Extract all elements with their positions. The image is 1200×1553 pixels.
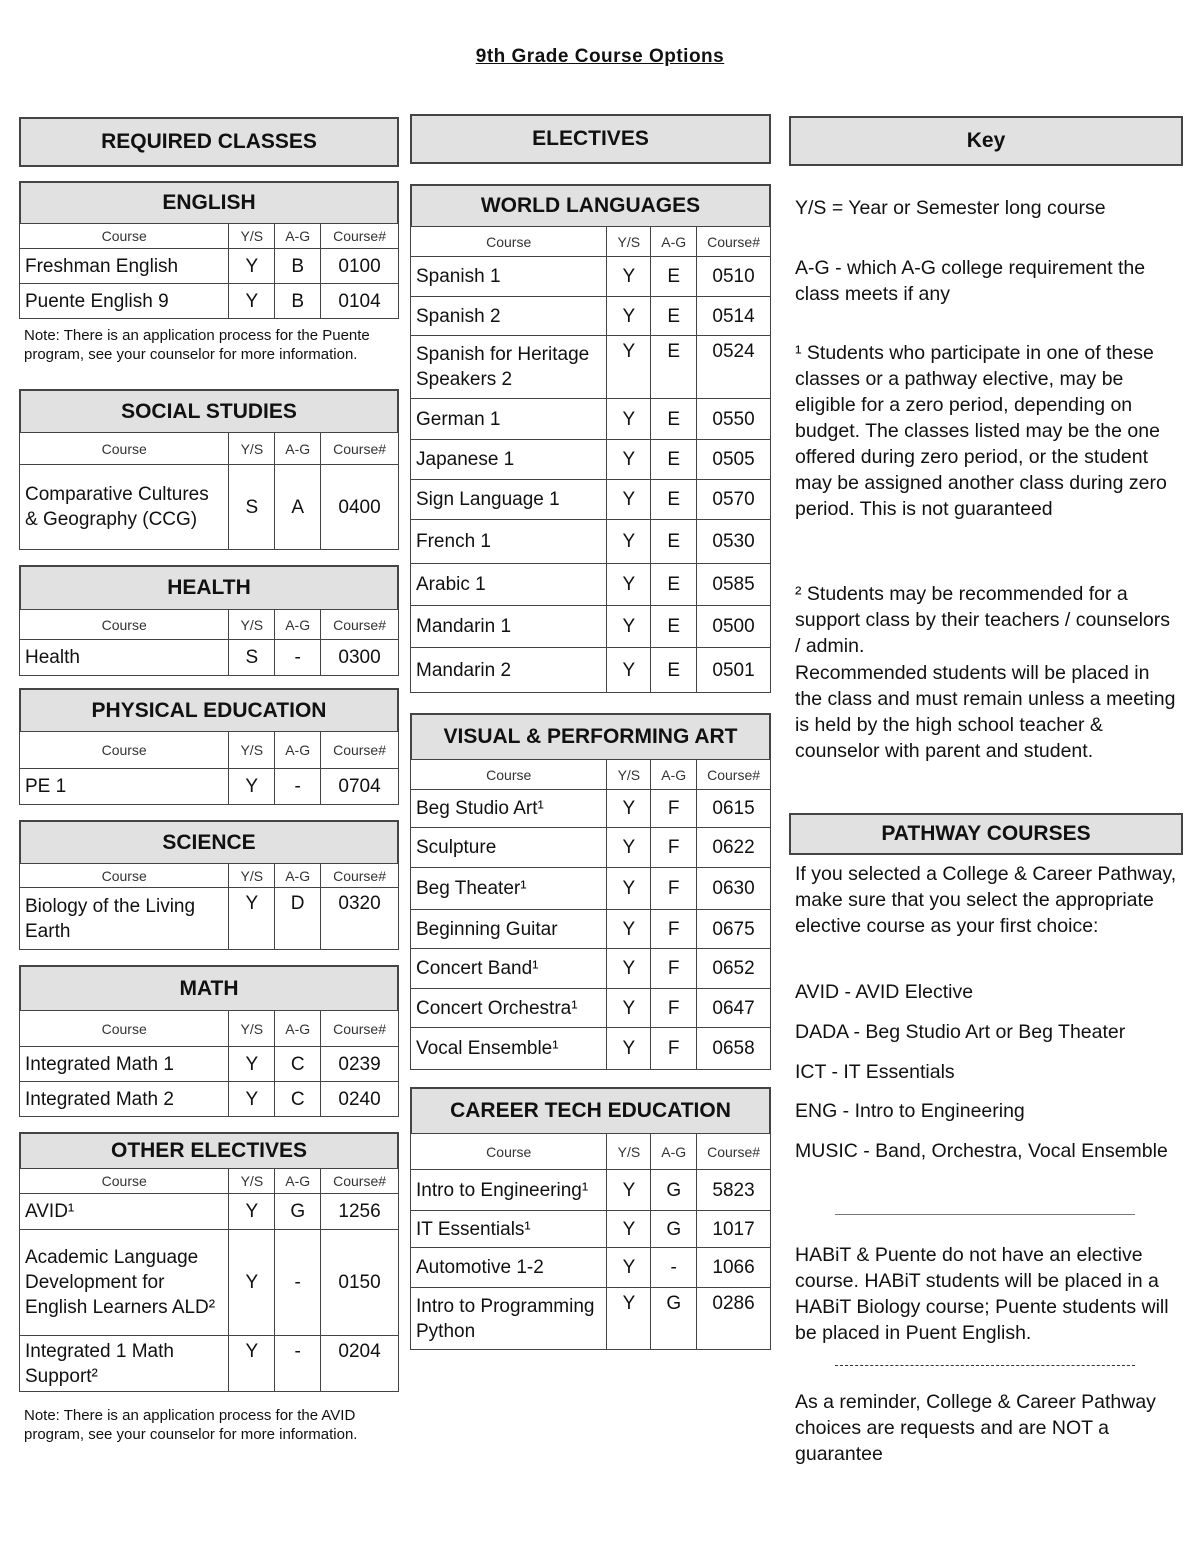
- pathway-item: ENG - Intro to Engineering: [795, 1100, 1025, 1122]
- course-name: Intro to Programming Python: [411, 1288, 607, 1350]
- english-note: Note: There is an application process for the Puente program, see your counselor for more information.: [24, 327, 370, 363]
- ag-requirement: E: [651, 297, 697, 336]
- electives-header: ELECTIVES: [410, 114, 771, 164]
- table-row: [411, 297, 771, 336]
- column-header-ys: Y/S: [229, 610, 275, 640]
- table-row: [20, 284, 399, 319]
- table-row: [411, 949, 771, 989]
- key-footnote-1: ¹ Students who participate in one of these classes or a pathway elective, may be eligible for a zero period, depending on budget. The classes listed may be the one offered during zero period, or the student may be assigned another class during zero period. This is not guaranteed: [795, 342, 1167, 520]
- course-number: 0286: [697, 1288, 771, 1350]
- course-table: [410, 226, 771, 693]
- column-header-ag: A-G: [275, 224, 321, 249]
- course-name: Spanish for Heritage Speakers 2: [411, 336, 607, 399]
- year-semester: Y: [607, 606, 651, 648]
- table-row: [20, 249, 399, 284]
- table-row: [20, 1336, 399, 1392]
- pathway-courses-header: PATHWAY COURSES: [789, 813, 1183, 855]
- course-number: 0704: [321, 769, 399, 805]
- course-name: Vocal Ensemble¹: [411, 1028, 607, 1070]
- ag-requirement: E: [651, 257, 697, 297]
- table-row: [411, 828, 771, 868]
- column-header-ys: Y/S: [229, 1011, 275, 1047]
- column-header-course: Course: [20, 1169, 229, 1194]
- course-name: Mandarin 1: [411, 606, 607, 648]
- ag-requirement: G: [275, 1194, 321, 1230]
- year-semester: Y: [607, 336, 651, 399]
- column-header-row: [411, 227, 771, 257]
- ag-requirement: E: [651, 606, 697, 648]
- course-number: 0400: [321, 465, 399, 550]
- column-header-course-number: Course#: [321, 864, 399, 888]
- section-title: PHYSICAL EDUCATION: [19, 688, 399, 731]
- column-header-course: Course: [411, 1134, 607, 1170]
- ag-requirement: G: [651, 1170, 697, 1211]
- key-footnote-2b: Recommended students will be placed in the class and must remain unless a meeting is held by the high school teacher & counselor with parent and student.: [795, 662, 1176, 762]
- table-row: [411, 1211, 771, 1248]
- course-name: Health: [20, 640, 229, 676]
- column-header-course-number: Course#: [321, 610, 399, 640]
- course-number: 0675: [697, 910, 771, 949]
- year-semester: Y: [229, 1336, 275, 1392]
- course-number: 1017: [697, 1211, 771, 1248]
- table-row: [411, 336, 771, 399]
- table-row: [411, 1028, 771, 1070]
- course-number: 0647: [697, 989, 771, 1028]
- year-semester: Y: [607, 1170, 651, 1211]
- year-semester: Y: [607, 1248, 651, 1288]
- course-name: Integrated Math 1: [20, 1047, 229, 1082]
- column-header-course: Course: [411, 227, 607, 257]
- course-name: Beg Studio Art¹: [411, 790, 607, 828]
- section-title: VISUAL & PERFORMING ART: [410, 713, 771, 759]
- column-header-ag: A-G: [275, 732, 321, 769]
- column-header-ys: Y/S: [229, 224, 275, 249]
- key-header: Key: [789, 116, 1183, 166]
- course-name: Japanese 1: [411, 440, 607, 480]
- course-name: Concert Orchestra¹: [411, 989, 607, 1028]
- column-header-ys: Y/S: [607, 1134, 651, 1170]
- column-header-course-number: Course#: [321, 433, 399, 465]
- course-number: 0104: [321, 284, 399, 319]
- column-header-ag: A-G: [275, 433, 321, 465]
- divider: [835, 1214, 1135, 1215]
- column-header-course: Course: [20, 864, 229, 888]
- ag-requirement: G: [651, 1211, 697, 1248]
- ag-requirement: E: [651, 648, 697, 693]
- table-row: [20, 640, 399, 676]
- column-header-ys: Y/S: [229, 433, 275, 465]
- course-table: [19, 609, 399, 676]
- column-header-ag: A-G: [275, 1169, 321, 1194]
- table-row: [20, 1194, 399, 1230]
- column-header-ag: A-G: [651, 1134, 697, 1170]
- year-semester: S: [229, 640, 275, 676]
- column-header-ys: Y/S: [229, 732, 275, 769]
- course-number: 0622: [697, 828, 771, 868]
- course-number: 0240: [321, 1082, 399, 1117]
- course-number: 0501: [697, 648, 771, 693]
- table-row: [411, 520, 771, 564]
- course-table: [19, 1168, 399, 1392]
- course-name: Biology of the Living Earth: [20, 888, 229, 950]
- year-semester: Y: [229, 284, 275, 319]
- year-semester: Y: [607, 564, 651, 606]
- ag-requirement: F: [651, 868, 697, 910]
- column-header-ag: A-G: [275, 1011, 321, 1047]
- course-name: Integrated 1 Math Support²: [20, 1336, 229, 1392]
- table-row: [411, 790, 771, 828]
- table-row: [411, 1170, 771, 1211]
- course-number: 0510: [697, 257, 771, 297]
- column-header-row: [411, 760, 771, 790]
- year-semester: Y: [607, 949, 651, 989]
- course-name: Sign Language 1: [411, 480, 607, 520]
- course-number: 0550: [697, 399, 771, 440]
- course-number: 5823: [697, 1170, 771, 1211]
- column-header-course-number: Course#: [321, 1169, 399, 1194]
- course-number: 0100: [321, 249, 399, 284]
- course-number: 0615: [697, 790, 771, 828]
- table-row: [411, 399, 771, 440]
- course-number: 0658: [697, 1028, 771, 1070]
- course-name: PE 1: [20, 769, 229, 805]
- section-title: OTHER ELECTIVES: [19, 1132, 399, 1168]
- course-name: Sculpture: [411, 828, 607, 868]
- pathway-item: MUSIC - Band, Orchestra, Vocal Ensemble: [795, 1140, 1168, 1162]
- year-semester: Y: [607, 399, 651, 440]
- table-row: [411, 606, 771, 648]
- course-number: 0500: [697, 606, 771, 648]
- table-row: [20, 888, 399, 950]
- course-name: Arabic 1: [411, 564, 607, 606]
- key-ys: Y/S = Year or Semester long course: [795, 197, 1106, 219]
- section-title: WORLD LANGUAGES: [410, 184, 771, 226]
- year-semester: S: [229, 465, 275, 550]
- course-name: Integrated Math 2: [20, 1082, 229, 1117]
- year-semester: Y: [607, 648, 651, 693]
- ag-requirement: F: [651, 910, 697, 949]
- section-title: HEALTH: [19, 565, 399, 609]
- key-ag: A-G - which A-G college requirement the class meets if any: [795, 257, 1146, 305]
- course-name: Beg Theater¹: [411, 868, 607, 910]
- table-row: [411, 1248, 771, 1288]
- course-name: French 1: [411, 520, 607, 564]
- ag-requirement: A: [275, 465, 321, 550]
- column-header-course-number: Course#: [321, 224, 399, 249]
- year-semester: Y: [229, 1047, 275, 1082]
- table-row: [411, 480, 771, 520]
- course-name: Beginning Guitar: [411, 910, 607, 949]
- table-row: [411, 440, 771, 480]
- table-row: [20, 465, 399, 550]
- year-semester: Y: [229, 769, 275, 805]
- column-header-course: Course: [20, 1011, 229, 1047]
- column-header-course-number: Course#: [321, 732, 399, 769]
- course-name: Puente English 9: [20, 284, 229, 319]
- course-name: Spanish 1: [411, 257, 607, 297]
- table-row: [411, 868, 771, 910]
- year-semester: Y: [607, 828, 651, 868]
- column-header-ys: Y/S: [607, 227, 651, 257]
- column-header-course: Course: [20, 224, 229, 249]
- column-header-ag: A-G: [275, 864, 321, 888]
- ag-requirement: E: [651, 399, 697, 440]
- column-header-ys: Y/S: [607, 760, 651, 790]
- column-header-ys: Y/S: [229, 1169, 275, 1194]
- section-title: MATH: [19, 965, 399, 1010]
- ag-requirement: C: [275, 1082, 321, 1117]
- table-row: [411, 1288, 771, 1350]
- course-number: 0524: [697, 336, 771, 399]
- ag-requirement: -: [275, 640, 321, 676]
- ag-requirement: -: [275, 1336, 321, 1392]
- ag-requirement: G: [651, 1288, 697, 1350]
- year-semester: Y: [229, 249, 275, 284]
- course-table: [410, 759, 771, 1070]
- course-number: 1066: [697, 1248, 771, 1288]
- year-semester: Y: [229, 1230, 275, 1336]
- course-number: 0300: [321, 640, 399, 676]
- course-name: Academic Language Development for English Learners ALD²: [20, 1230, 229, 1336]
- course-name: Automotive 1-2: [411, 1248, 607, 1288]
- ag-requirement: E: [651, 440, 697, 480]
- ag-requirement: B: [275, 284, 321, 319]
- year-semester: Y: [607, 910, 651, 949]
- pathway-item: DADA - Beg Studio Art or Beg Theater: [795, 1021, 1126, 1043]
- column-header-row: [20, 1011, 399, 1047]
- column-header-row: [411, 1134, 771, 1170]
- ag-requirement: B: [275, 249, 321, 284]
- section-title: SOCIAL STUDIES: [19, 389, 399, 432]
- table-row: [20, 1230, 399, 1336]
- ag-requirement: D: [275, 888, 321, 950]
- table-row: [411, 648, 771, 693]
- column-header-course: Course: [20, 433, 229, 465]
- column-header-course: Course: [411, 760, 607, 790]
- column-header-row: [20, 1169, 399, 1194]
- habit-puente-note: HABiT & Puente do not have an elective course. HABiT students will be placed in a HABiT Biology course; Puente students will be placed in Puent English.: [795, 1244, 1169, 1344]
- page-title: 9th Grade Course Options: [475, 46, 725, 67]
- year-semester: Y: [607, 480, 651, 520]
- course-table: [19, 863, 399, 950]
- pathway-item: AVID - AVID Elective: [795, 981, 974, 1003]
- key-footnote-2: ² Students may be recommended for a support class by their teachers / counselors / admin.: [795, 583, 1171, 657]
- avid-note: Note: There is an application process for the AVID program, see your counselor for more information.: [24, 1407, 358, 1443]
- column-header-course: Course: [20, 732, 229, 769]
- course-number: 0585: [697, 564, 771, 606]
- ag-requirement: -: [275, 1230, 321, 1336]
- column-header-course-number: Course#: [697, 760, 771, 790]
- year-semester: Y: [607, 1211, 651, 1248]
- ag-requirement: E: [651, 336, 697, 399]
- required-classes-header: REQUIRED CLASSES: [19, 117, 399, 167]
- year-semester: Y: [607, 297, 651, 336]
- table-row: [411, 989, 771, 1028]
- course-name: AVID¹: [20, 1194, 229, 1230]
- year-semester: Y: [229, 1194, 275, 1230]
- course-table: [19, 432, 399, 550]
- ag-requirement: F: [651, 989, 697, 1028]
- year-semester: Y: [607, 1288, 651, 1350]
- pathway-intro: If you selected a College & Career Pathway, make sure that you select the appropriate elective course as your first choice:: [795, 863, 1177, 937]
- course-number: 0570: [697, 480, 771, 520]
- column-header-course-number: Course#: [697, 227, 771, 257]
- course-number: 0150: [321, 1230, 399, 1336]
- pathway-item: ICT - IT Essentials: [795, 1061, 955, 1083]
- course-number: 0514: [697, 297, 771, 336]
- table-row: [411, 257, 771, 297]
- course-name: Concert Band¹: [411, 949, 607, 989]
- course-number: 0652: [697, 949, 771, 989]
- course-name: IT Essentials¹: [411, 1211, 607, 1248]
- year-semester: Y: [607, 790, 651, 828]
- year-semester: Y: [607, 520, 651, 564]
- column-header-ys: Y/S: [229, 864, 275, 888]
- ag-requirement: E: [651, 564, 697, 606]
- course-name: Comparative Cultures & Geography (CCG): [20, 465, 229, 550]
- course-table: [19, 731, 399, 805]
- course-table: [19, 223, 399, 319]
- course-number: 1256: [321, 1194, 399, 1230]
- divider: [835, 1365, 1135, 1366]
- column-header-row: [20, 610, 399, 640]
- year-semester: Y: [607, 257, 651, 297]
- column-header-course-number: Course#: [697, 1134, 771, 1170]
- column-header-course-number: Course#: [321, 1011, 399, 1047]
- year-semester: Y: [607, 440, 651, 480]
- course-table: [410, 1133, 771, 1350]
- course-number: 0320: [321, 888, 399, 950]
- course-name: Freshman English: [20, 249, 229, 284]
- table-row: [411, 564, 771, 606]
- course-number: 0239: [321, 1047, 399, 1082]
- table-row: [20, 1082, 399, 1117]
- year-semester: Y: [229, 1082, 275, 1117]
- course-name: Mandarin 2: [411, 648, 607, 693]
- course-table: [19, 1010, 399, 1117]
- column-header-row: [20, 732, 399, 769]
- column-header-ag: A-G: [275, 610, 321, 640]
- ag-requirement: C: [275, 1047, 321, 1082]
- ag-requirement: F: [651, 1028, 697, 1070]
- table-row: [20, 1047, 399, 1082]
- ag-requirement: -: [275, 769, 321, 805]
- ag-requirement: F: [651, 828, 697, 868]
- course-name: Intro to Engineering¹: [411, 1170, 607, 1211]
- course-number: 0630: [697, 868, 771, 910]
- section-title: SCIENCE: [19, 820, 399, 863]
- ag-requirement: E: [651, 520, 697, 564]
- ag-requirement: -: [651, 1248, 697, 1288]
- ag-requirement: E: [651, 480, 697, 520]
- ag-requirement: F: [651, 949, 697, 989]
- year-semester: Y: [607, 1028, 651, 1070]
- column-header-row: [20, 433, 399, 465]
- table-row: [20, 769, 399, 805]
- section-title: ENGLISH: [19, 181, 399, 223]
- course-number: 0505: [697, 440, 771, 480]
- column-header-ag: A-G: [651, 227, 697, 257]
- section-title: CAREER TECH EDUCATION: [410, 1087, 771, 1133]
- course-name: German 1: [411, 399, 607, 440]
- ag-requirement: F: [651, 790, 697, 828]
- course-number: 0530: [697, 520, 771, 564]
- pathway-reminder: As a reminder, College & Career Pathway choices are requests and are NOT a guarantee: [795, 1391, 1156, 1465]
- course-number: 0204: [321, 1336, 399, 1392]
- year-semester: Y: [607, 989, 651, 1028]
- column-header-ag: A-G: [651, 760, 697, 790]
- column-header-row: [20, 864, 399, 888]
- year-semester: Y: [229, 888, 275, 950]
- table-row: [411, 910, 771, 949]
- year-semester: Y: [607, 868, 651, 910]
- column-header-course: Course: [20, 610, 229, 640]
- course-name: Spanish 2: [411, 297, 607, 336]
- column-header-row: [20, 224, 399, 249]
